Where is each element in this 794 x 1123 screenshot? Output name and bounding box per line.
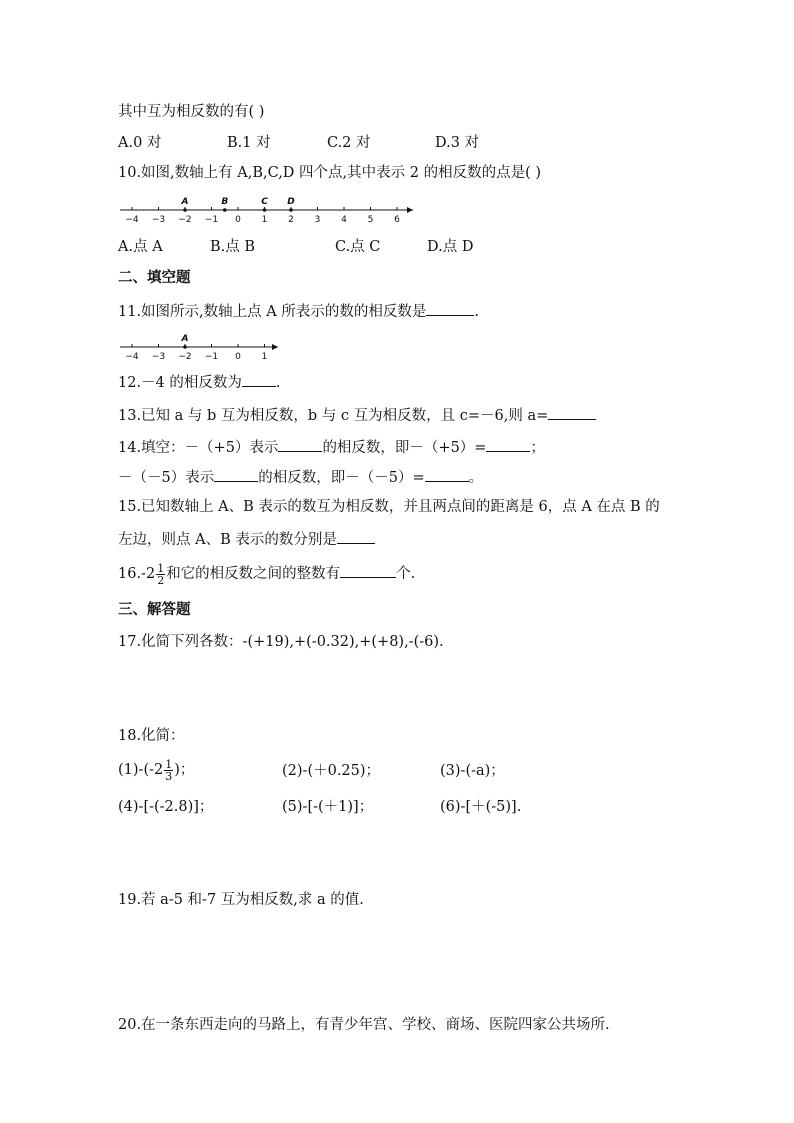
q10-nl-tick-label: 4 (341, 215, 347, 225)
q10-nl-point-a (183, 208, 187, 212)
q9-option-d: D.3 对 (435, 135, 480, 151)
q18-part-4: (4)-[-(-2.8)]； (118, 799, 214, 815)
q10-option-a: A.点 A (118, 239, 163, 255)
q16-line (118, 561, 415, 587)
q11-nl-tick-label: −1 (204, 352, 219, 362)
q16-fraction-numerator: 1 (157, 561, 165, 575)
q14-line2 (118, 467, 483, 487)
q11-nl-tick-label: 0 (235, 352, 241, 362)
q13-text: 13.已知 a 与 b 互为相反数，b 与 c 互为相反数，且 c=－6,则 a= (118, 408, 549, 424)
q10-option-d: D.点 D (427, 239, 474, 255)
q14-blank-1 (278, 437, 322, 452)
q16-blank (340, 563, 396, 578)
q11-nl-point-label-a: A (181, 334, 189, 344)
q18-title: 18.化简： (118, 728, 185, 744)
q12-blank (242, 372, 276, 387)
q11-nl-tick-label: 1 (261, 352, 268, 362)
q14-blank-2 (486, 437, 530, 452)
q10-stem: 10.如图,数轴上有 A,B,C,D 四个点,其中表示 2 的相反数的点是( ) (118, 165, 542, 181)
q14-text-c: ； (530, 440, 545, 456)
q10-nl-tick-label: 1 (261, 215, 268, 225)
q15-line1: 15.已知数轴上 A、B 表示的数互为相反数，并且两点间的距离是 6，点 A 在点 B 的 (118, 499, 660, 515)
q14-text-a: 14.填空：－（+5）表示 (118, 440, 279, 456)
q18-part-6: (6)-[＋(-5)]. (440, 799, 522, 815)
q14-text-b: 的相反数，即－（+5）= (322, 440, 487, 456)
q10-nl-tick-label: −3 (151, 215, 166, 225)
q12-text: 12.－4 的相反数为 (118, 375, 242, 391)
q13-blank (548, 405, 596, 420)
q11-nl-tick-label: −4 (125, 352, 139, 362)
q14-text-f: 。 (468, 470, 484, 486)
q11-stem (118, 301, 479, 321)
section-heading-fill-in: 二、填空题 (118, 270, 191, 286)
q9-tail: 其中互为相反数的有( ) (118, 104, 265, 120)
q15-line2 (118, 529, 375, 549)
q10-nl-tick-label: −2 (178, 215, 192, 225)
q13-line (118, 405, 596, 425)
q10-number-line (118, 191, 418, 227)
q12-line (118, 372, 281, 392)
q14-blank-4 (425, 467, 469, 482)
q12-end: . (275, 375, 281, 391)
q14-text-d: －（－5）表示 (118, 470, 215, 486)
q15-text: 左边，则点 A、B 表示的数分别是 (118, 532, 337, 548)
q17-line: 17.化简下列各数：-(+19),+(-0.32),+(+8),-(-6). (118, 634, 444, 650)
q19-line: 19.若 a-5 和-7 互为相反数,求 a 的值. (118, 892, 364, 908)
q16-fraction (156, 563, 165, 586)
q10-nl-point-label-b: B (221, 197, 229, 207)
q11-number-line (118, 328, 283, 364)
q10-option-b: B.点 B (210, 239, 256, 255)
q18-part-3: (3)-(-a)； (440, 763, 505, 779)
q10-nl-tick-label: 2 (288, 215, 294, 225)
q9-option-a: A.0 对 (118, 135, 162, 151)
q10-nl-point-c (263, 208, 267, 212)
q16-fraction-denominator: 2 (157, 573, 165, 587)
q10-nl-point-d (289, 208, 293, 212)
section-heading-solutions: 三、解答题 (118, 602, 191, 618)
q11-text: 11.如图所示,数轴上点 A 所表示的数的相反数是 (118, 304, 427, 320)
q16-text-a: 16.-2 (118, 566, 156, 582)
q10-nl-point-label-c: C (261, 197, 268, 207)
q11-blank (426, 301, 474, 316)
q10-nl-tick-label: 5 (367, 215, 374, 225)
q10-nl-arrow (407, 207, 413, 213)
q15-blank (337, 529, 375, 544)
q18-part-1-denominator: 3 (165, 769, 173, 783)
q11-nl-arrow (272, 344, 278, 350)
q18-part-1 (118, 757, 194, 783)
q10-option-c: C.点 C (335, 239, 381, 255)
q10-nl-tick-label: 6 (394, 215, 400, 225)
q9-option-c: C.2 对 (327, 135, 371, 151)
q18-part-1-text-a: (1)-(-2 (118, 762, 164, 778)
q14-blank-3 (214, 467, 258, 482)
q14-line1 (118, 437, 545, 457)
q10-nl-tick-label: −4 (125, 215, 139, 225)
q14-text-e: 的相反数，即－（－5）= (258, 470, 425, 486)
q18-part-2: (2)-(＋0.25)； (282, 763, 381, 779)
q10-nl-point-label-a: A (181, 197, 189, 207)
q10-nl-tick-label: 3 (314, 215, 321, 225)
q20-line: 20.在一条东西走向的马路上，有青少年宫、学校、商场、医院四家公共场所. (118, 1017, 610, 1033)
q18-part-5: (5)-[-(＋1)]； (282, 799, 374, 815)
q11-end: . (474, 304, 479, 320)
q10-nl-tick-label: −1 (204, 215, 219, 225)
q18-part-1-text-b: )； (174, 762, 195, 778)
q10-nl-tick-label: 0 (235, 215, 241, 225)
q9-option-b: B.1 对 (227, 135, 271, 151)
q10-nl-point-label-d: D (287, 197, 295, 207)
q10-nl-point-b (223, 208, 227, 212)
q18-part-1-fraction (164, 759, 173, 782)
q16-text-b: 和它的相反数之间的整数有 (166, 566, 341, 582)
q18-part-1-numerator: 1 (165, 757, 173, 771)
q11-nl-point-a (183, 345, 187, 349)
q11-nl-tick-label: −3 (151, 352, 166, 362)
q11-nl-tick-label: −2 (178, 352, 192, 362)
q16-text-c: 个. (396, 566, 416, 582)
